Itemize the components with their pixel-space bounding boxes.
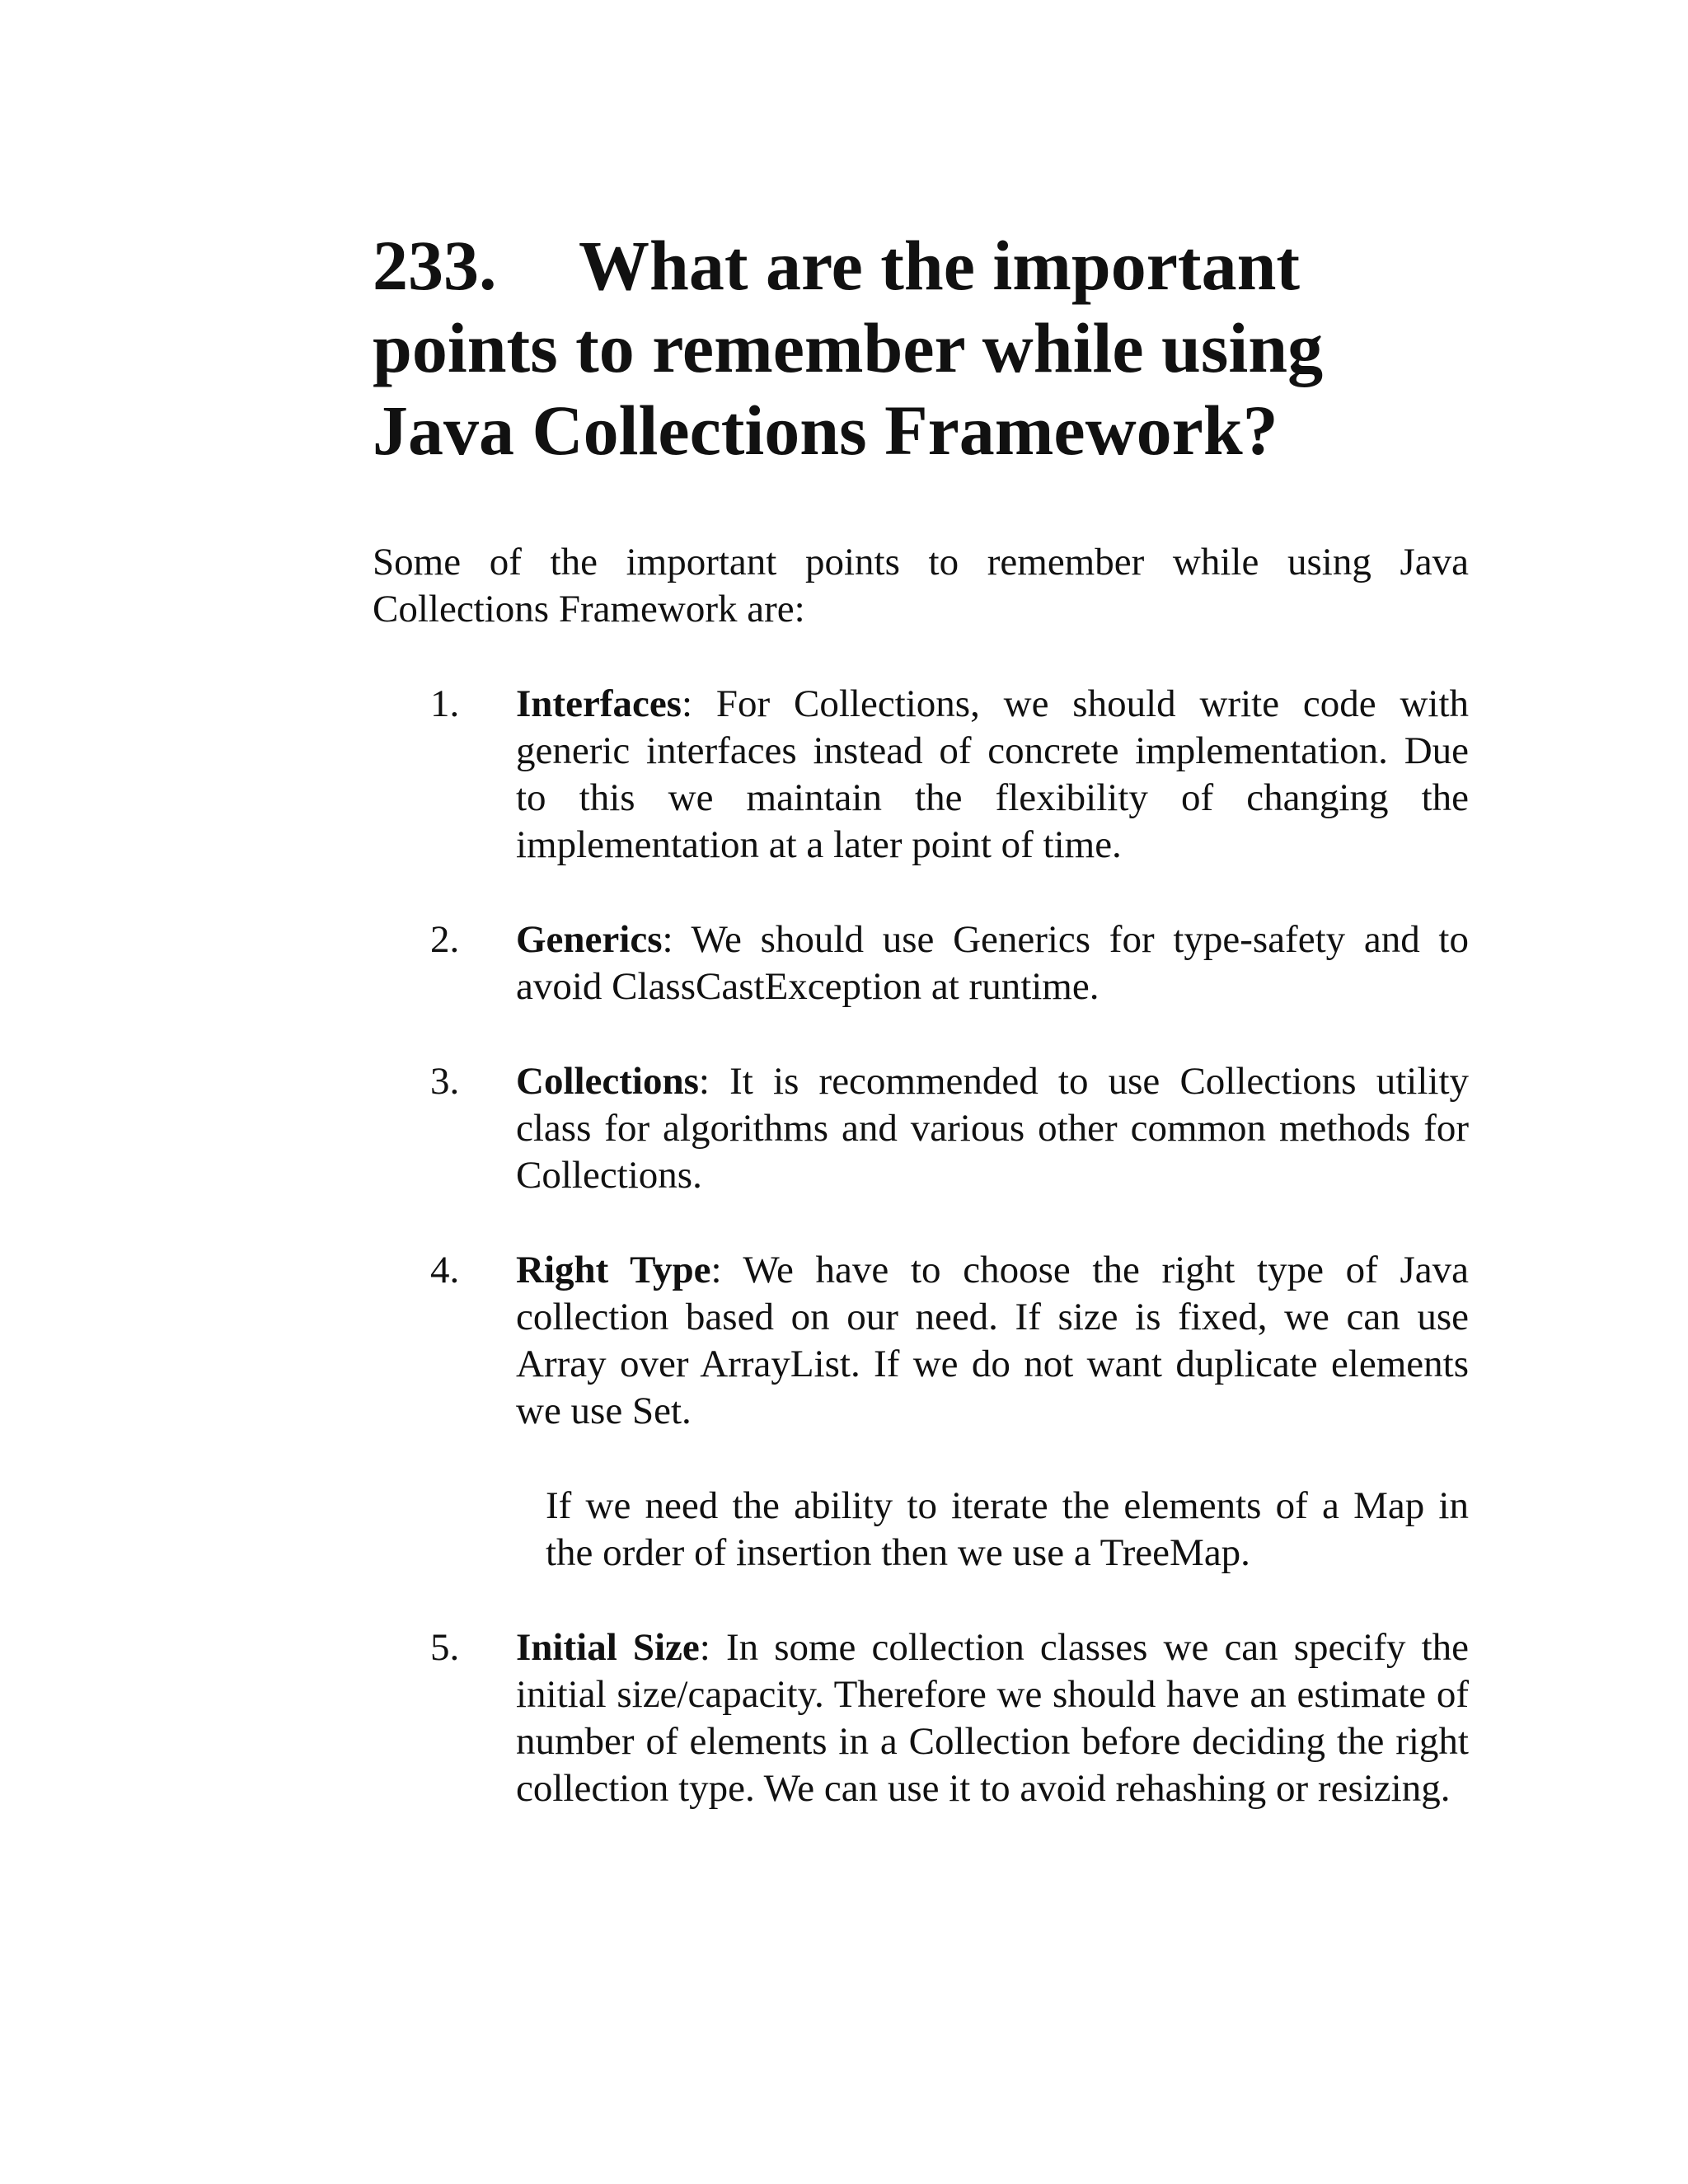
item-term: Initial Size [516, 1626, 700, 1669]
list-item [373, 1247, 1469, 1577]
list-item [373, 1058, 1469, 1199]
item-term: Generics [516, 918, 663, 961]
item-number: 3. [430, 1060, 460, 1103]
item-number: 4. [430, 1249, 460, 1291]
item-text: It is recommended to use Collections utility class for algorithms and various other common methods for Collections. [516, 1060, 1469, 1197]
item-separator: : [681, 682, 716, 725]
item-separator: : [710, 1249, 743, 1291]
item-number: 2. [430, 918, 460, 961]
item-extra-paragraph: If we need the ability to iterate the elements of a Map in the order of insertion then we use a TreeMap. [546, 1484, 1469, 1574]
item-term: Interfaces [516, 682, 682, 725]
list-item [373, 1624, 1469, 1812]
question-title: What are the important points to remember while using Java Collections Framework? [373, 226, 1324, 470]
item-text: We should use Generics for type-safety and to avoid ClassCastException at runtime. [516, 918, 1469, 1008]
item-text: We have to choose the right type of Java collection based on our need. If size is fixed, we can use Array over ArrayList. If we do not want duplicate elements we use Set. [516, 1249, 1469, 1432]
item-number: 5. [430, 1626, 460, 1669]
question-number: 233. [373, 226, 497, 305]
list-item [373, 916, 1469, 1010]
question-heading [373, 224, 1469, 471]
intro-paragraph: Some of the important points to remember while using Java Collections Framework are: [373, 541, 1469, 630]
item-separator: : [662, 918, 692, 961]
list-item [373, 681, 1469, 869]
points-list [373, 681, 1469, 1812]
document-page [373, 224, 1469, 1860]
item-text: In some collection classes we can specify the initial size/capacity. Therefore we should have an estimate of number of elements in a Collection before deciding the right collection type. We can use it to avoid rehashing or resizing. [516, 1626, 1469, 1810]
item-number: 1. [430, 682, 460, 725]
item-separator: : [699, 1626, 726, 1669]
item-term: Right Type [516, 1249, 711, 1291]
item-separator: : [698, 1060, 730, 1103]
item-term: Collections [516, 1060, 699, 1103]
item-text: For Collections, we should write code with generic interfaces instead of concrete implementation. Due to this we maintain the flexibility of changing the implementation at a later point of time. [516, 682, 1470, 866]
